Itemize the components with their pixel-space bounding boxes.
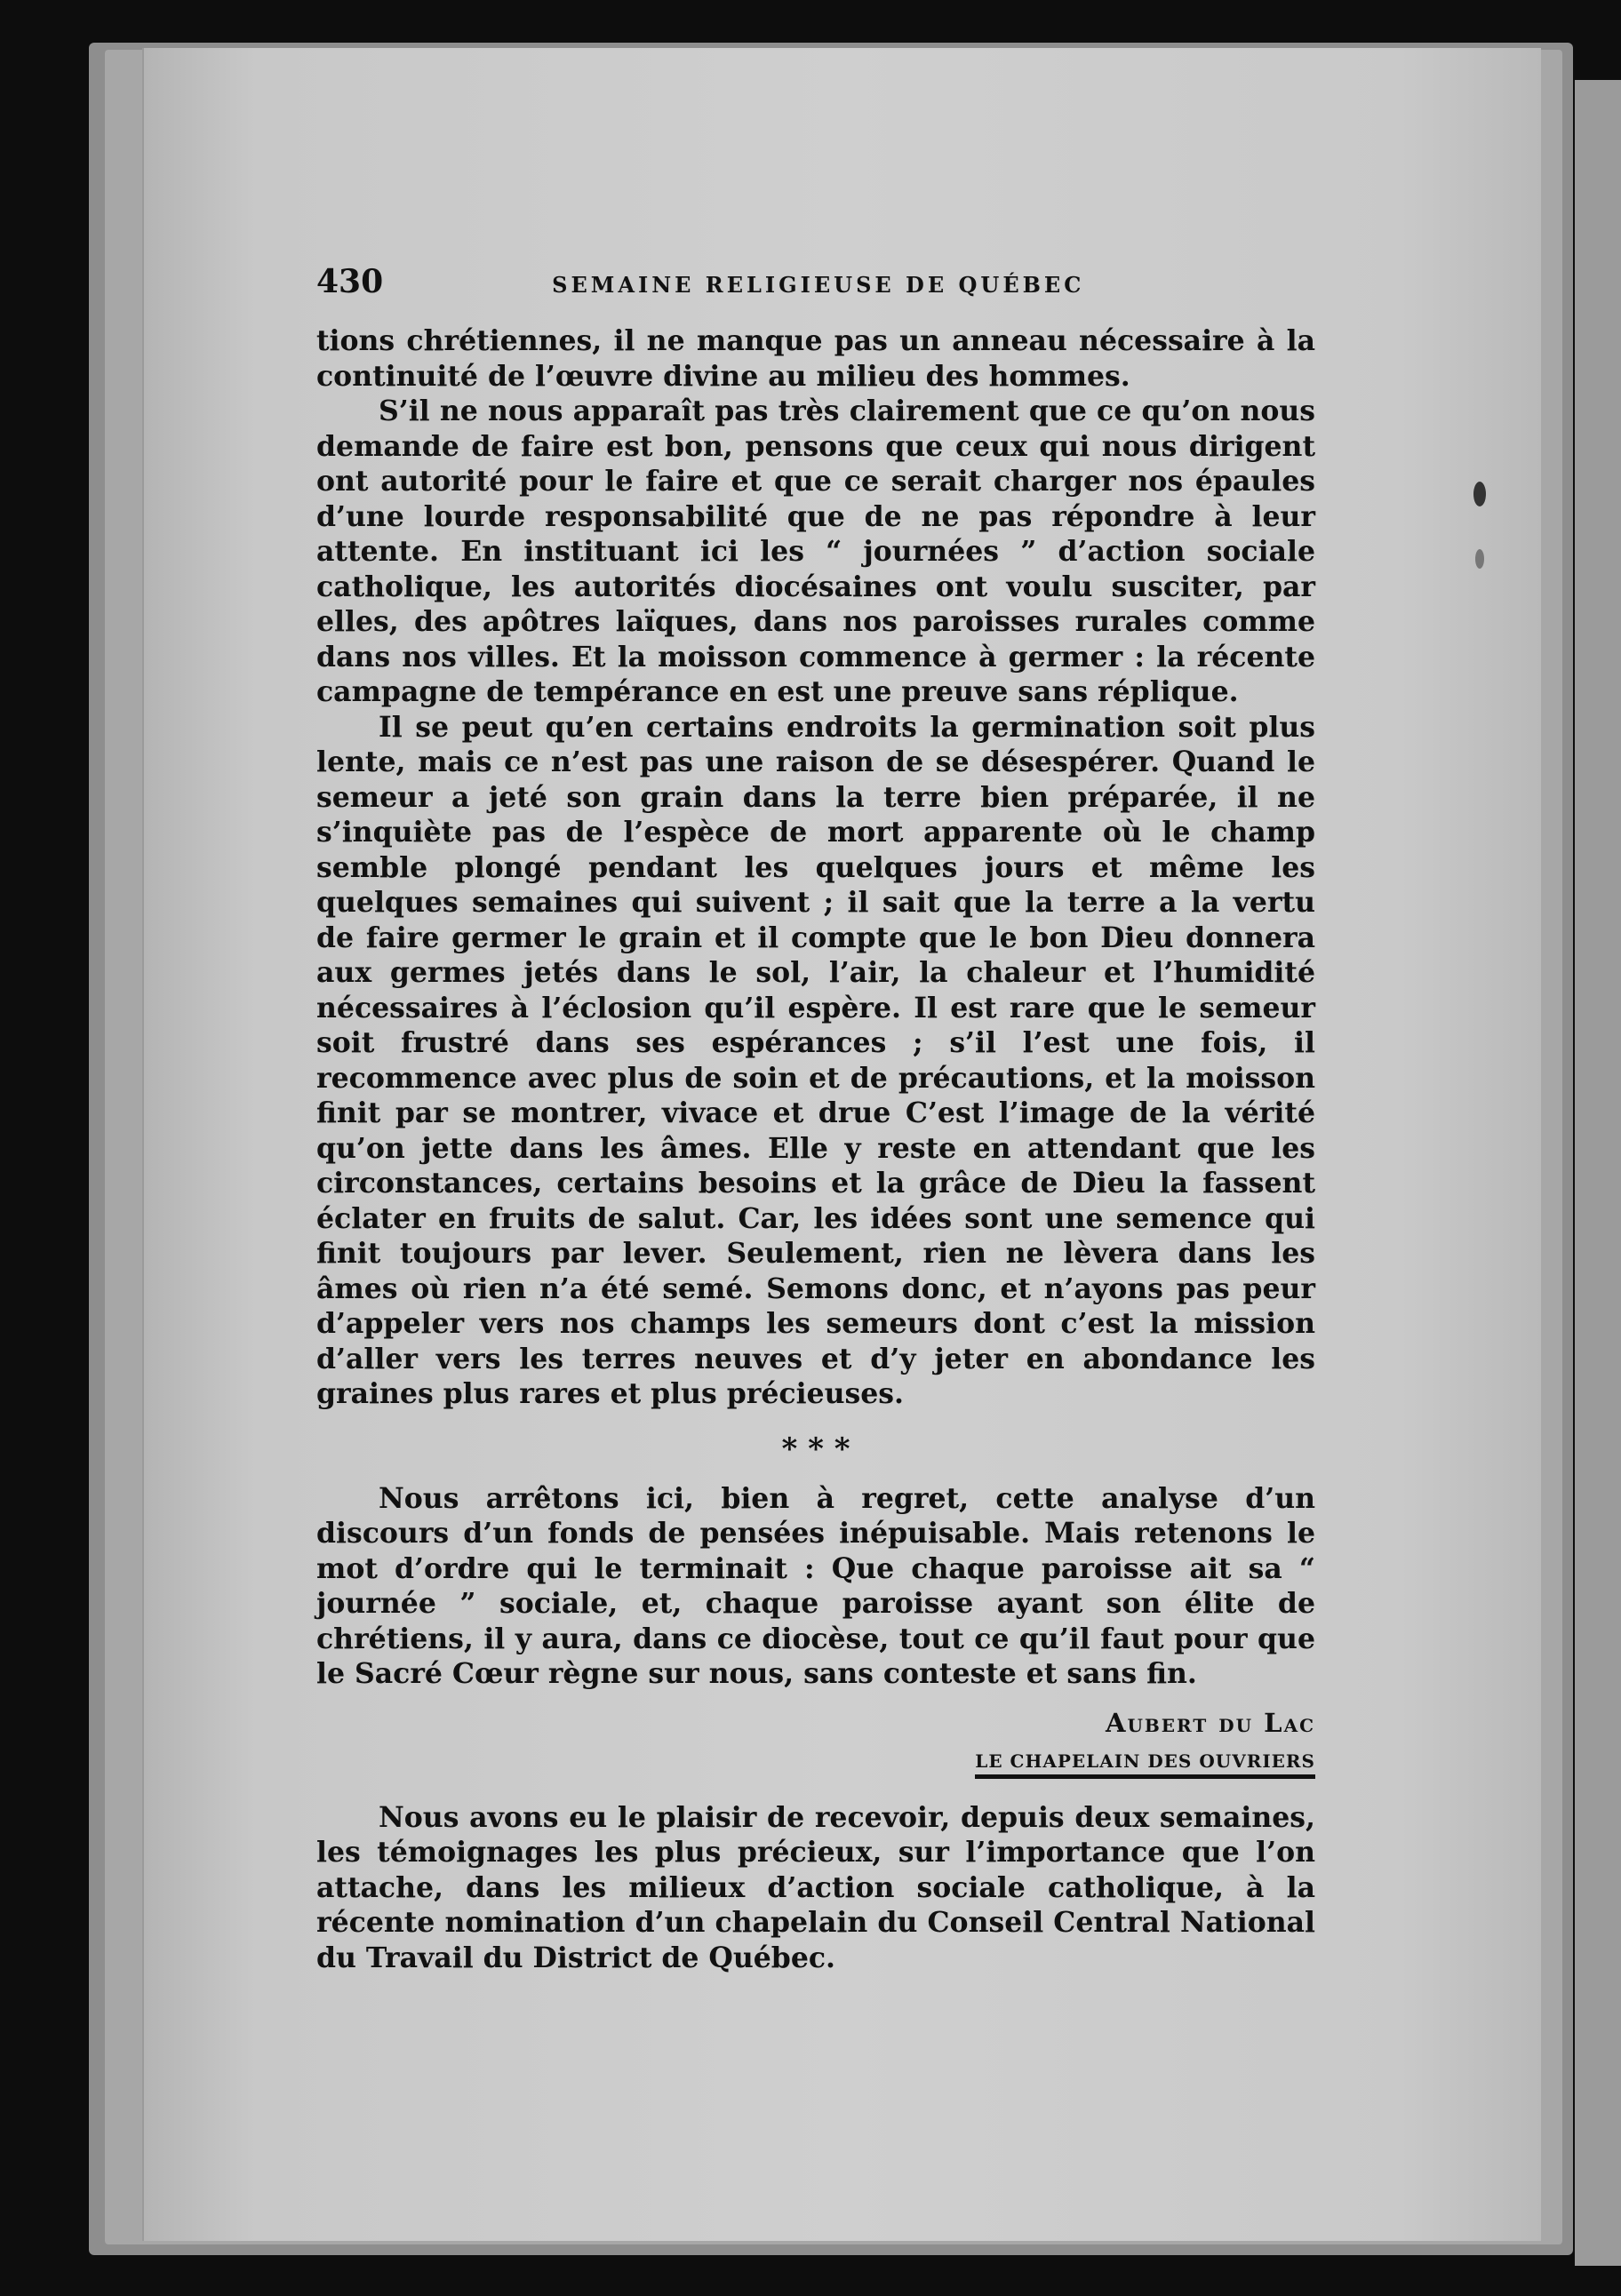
page-number: 430 [316, 263, 384, 300]
asterism: * * * [781, 1431, 850, 1467]
text-block [316, 263, 1315, 1975]
paragraph: Il se peut qu’en certains endroits la germination soit plus lente, mais ce n’est pas une raison de se désespérer. Quand le semeur a jeté son grain dans la terre bien préparée, il ne s’inquiète pas de l’espèce de mort apparente où le champ semble plongé pendant les quelques jours et même les quelques semaines qui suivent ; il sait que la terre a la vertu de faire germer le grain et il compte que le bon Dieu donnera aux germes jetés dans le sol, l’air, la chaleur et l’humidité nécessaires à l’éclosion qu’il espère. Il est rare que le semeur soit frustré dans ses espérances ; s’il l’est une fois, il recommence avec plus de soin et de précautions, et la moisson finit par se montrer, vivace et drue C’est l’image de la vérité qu’on jette dans les âmes. Elle y reste en attendant que les circonstances, certains besoins et la grâce de Dieu la fassent éclater en fruits de salut. Car, les idées sont une semence qui finit toujours par lever. Seulement, rien ne lèvera dans les âmes où rien n’a été semé. Semons donc, et n’ayons pas peur d’appeler vers nos champs les semeurs dont c’est la mission d’aller vers les terres neuves et d’y jeter en abondance les graines plus rares et plus précieuses. [316, 710, 1315, 1410]
section-heading [316, 1743, 1315, 1779]
paragraph: Nous avons eu le plaisir de recevoir, depuis deux semaines, les témoignages les plus précieux, sur l’importance que l’on attache, dans les milieux d’action sociale catholique, à la récente nomination d’un chapelain du Conseil Central National du Travail du District de Québec. [316, 1800, 1315, 1974]
film-speck [1475, 549, 1484, 569]
next-page-edge [1575, 80, 1621, 2266]
section-heading-text: LE CHAPELAIN DES OUVRIERS [975, 1750, 1315, 1779]
spacer [316, 1779, 1315, 1800]
paragraph: Nous arrêtons ici, bien à regret, cette analyse d’un discours d’un fonds de pensées inépuisable. Mais retenons le mot d’ordre qui le terminait : Que chaque paroisse ait sa “ journée ” sociale, et, chaque paroisse ayant son élite de chrétiens, il y aura, dans ce diocèse, tout ce qu’il faut pour que le Sacré Cœur règne sur nous, sans conteste et sans fin. [316, 1481, 1315, 1690]
journal-title: SEMAINE RELIGIEUSE DE QUÉBEC [552, 272, 1085, 298]
paragraph-continuation: tions chrétiennes, il ne manque pas un anneau nécessaire à la continuité de l’œuvre divine au milieu des hommes. [316, 324, 1315, 393]
running-head [316, 263, 1315, 313]
film-speck [1473, 482, 1486, 506]
paragraph: S’il ne nous apparaît pas très clairement que ce qu’on nous demande de faire est bon, pensons que ceux qui nous dirigent ont autorité pour le faire et que ce serait charger nos épaules d’une lourde responsabilité que de ne pas répondre à leur attente. En instituant ici les “ journées ” d’action sociale catholique, les autorités diocésaines ont voulu susciter, par elles, des apôtres laïques, dans nos paroisses rurales comme dans nos villes. Et la moisson commence à germer : la récente campagne de tempérance en est une preuve sans réplique. [316, 395, 1315, 708]
author-signature: Aubert du Lac [1105, 1707, 1315, 1738]
